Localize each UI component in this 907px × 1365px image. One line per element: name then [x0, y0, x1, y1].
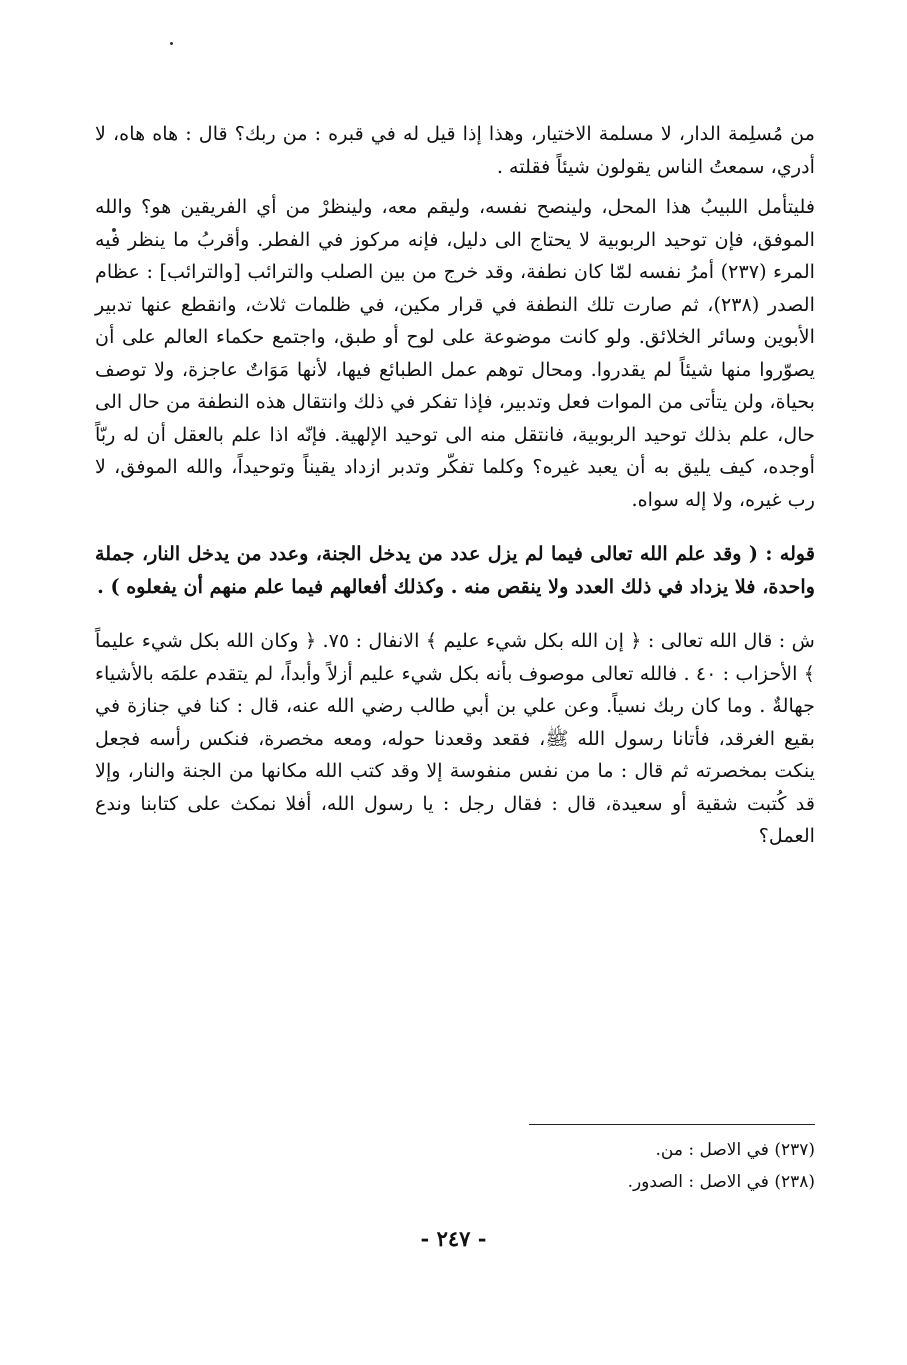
scan-speck — [170, 42, 173, 45]
page-number: - ٢٤٧ - — [420, 1226, 487, 1251]
sharh-paragraph: ش : قال الله تعالى : ﴿ إن الله بكل شيء عليم ﴾ الانفال : ٧٥. ﴿ وكان الله بكل شيء عليماً ﴾ الأحزاب : ٤٠ . فالله تعالى موصوف بأنه بكل شيء عليم أزلاً وأبداً، لم يتقدم علمَه بالأشياء جهالةٌ . وما كان ربك نسياً. وعن علي بن أبي طالب رضي الله عنه، قال : كنا في جنازة في بقيع الغرقد، فأتانا رسول الله ﷺ، فقعد وقعدنا حوله، ومعه مخصرة، فنكس رأسه فجعل ينكت بمخصرته ثم قال : ما من نفس منفوسة إلا وقد كتب الله مكانها من الجنة والنار، وإلا قد كُتبت شقية أو سعيدة، قال : فقال رجل : يا رسول الله، أفلا نمكث على كتابنا وندع العمل؟ — [95, 629, 815, 847]
body-paragraph-2: فليتأمل اللبيبُ هذا المحل، ولينصح نفسه، وليقم معه، ولينظرْ من أي الفريقين هو؟ والله الموفق، فإن توحيد الربوبية لا يحتاج الى دليل، فإنه مركوز في الفطر. وأقربُ ما ينظر فيه المرء (٢٣٧) أمرُ نفسه لمّا كان نطفة، وقد خرج من بين الصلب والترائب [والترائب] : عظام الصدر (٢٣٨)، ثم صارت تلك النطفة في قرار مكين، في ظلمات ثلاث، وانقطع عنها تدبير الأبوين وسائر الخلائق. ولو كانت موضوعة على لوح أو طبق، واجتمع حكماء العالم على أن يصوّروا منها شيئاً لم يقدروا. ومحال توهم عمل الطبائع فيها، لأنها مَوَاتٌ عاجزة، ولا توصف بحياة، ولن يتأتى من الموات فعل وتدبير، فإذا تفكر في ذلك وانتقال هذه النطفة من حال الى حال، علم بذلك توحيد الربوبية، فانتقل منه الى توحيد الإلهية. فإنّه اذا علم بالعقل أن له ربّاً أوجده، كيف يليق به أن يعبد غيره؟ وكلما تفكّر وتدبر ازداد يقيناً وتوحيداً، والله الموفق، لا رب غيره، ولا إله سواه. — [95, 195, 815, 511]
matn-quote: قوله : ( وقد علم الله تعالى فيما لم يزل عدد من يدخل الجنة، وعدد من يدخل النار، جملة واحدة، فلا يزداد في ذلك العدد ولا ينقص منه . وكذلك أفعالهم فيما علم منهم أن يفعلوه ) . — [95, 542, 815, 598]
footnote-238: (٢٣٨) في الاصل : الصدور. — [627, 1172, 815, 1192]
footnote-divider — [529, 1124, 815, 1125]
footnotes — [395, 1134, 815, 1198]
page-body — [95, 118, 815, 853]
footnote-237: (٢٣٧) في الاصل : من. — [655, 1140, 815, 1160]
body-paragraph-1: من مُسلِمة الدار، لا مسلمة الاختيار، وهذا إذا قيل له في قبره : من ربك؟ قال : هاه هاه، لا أدري، سمعتُ الناس يقولون شيئاً فقلته . — [95, 122, 815, 178]
